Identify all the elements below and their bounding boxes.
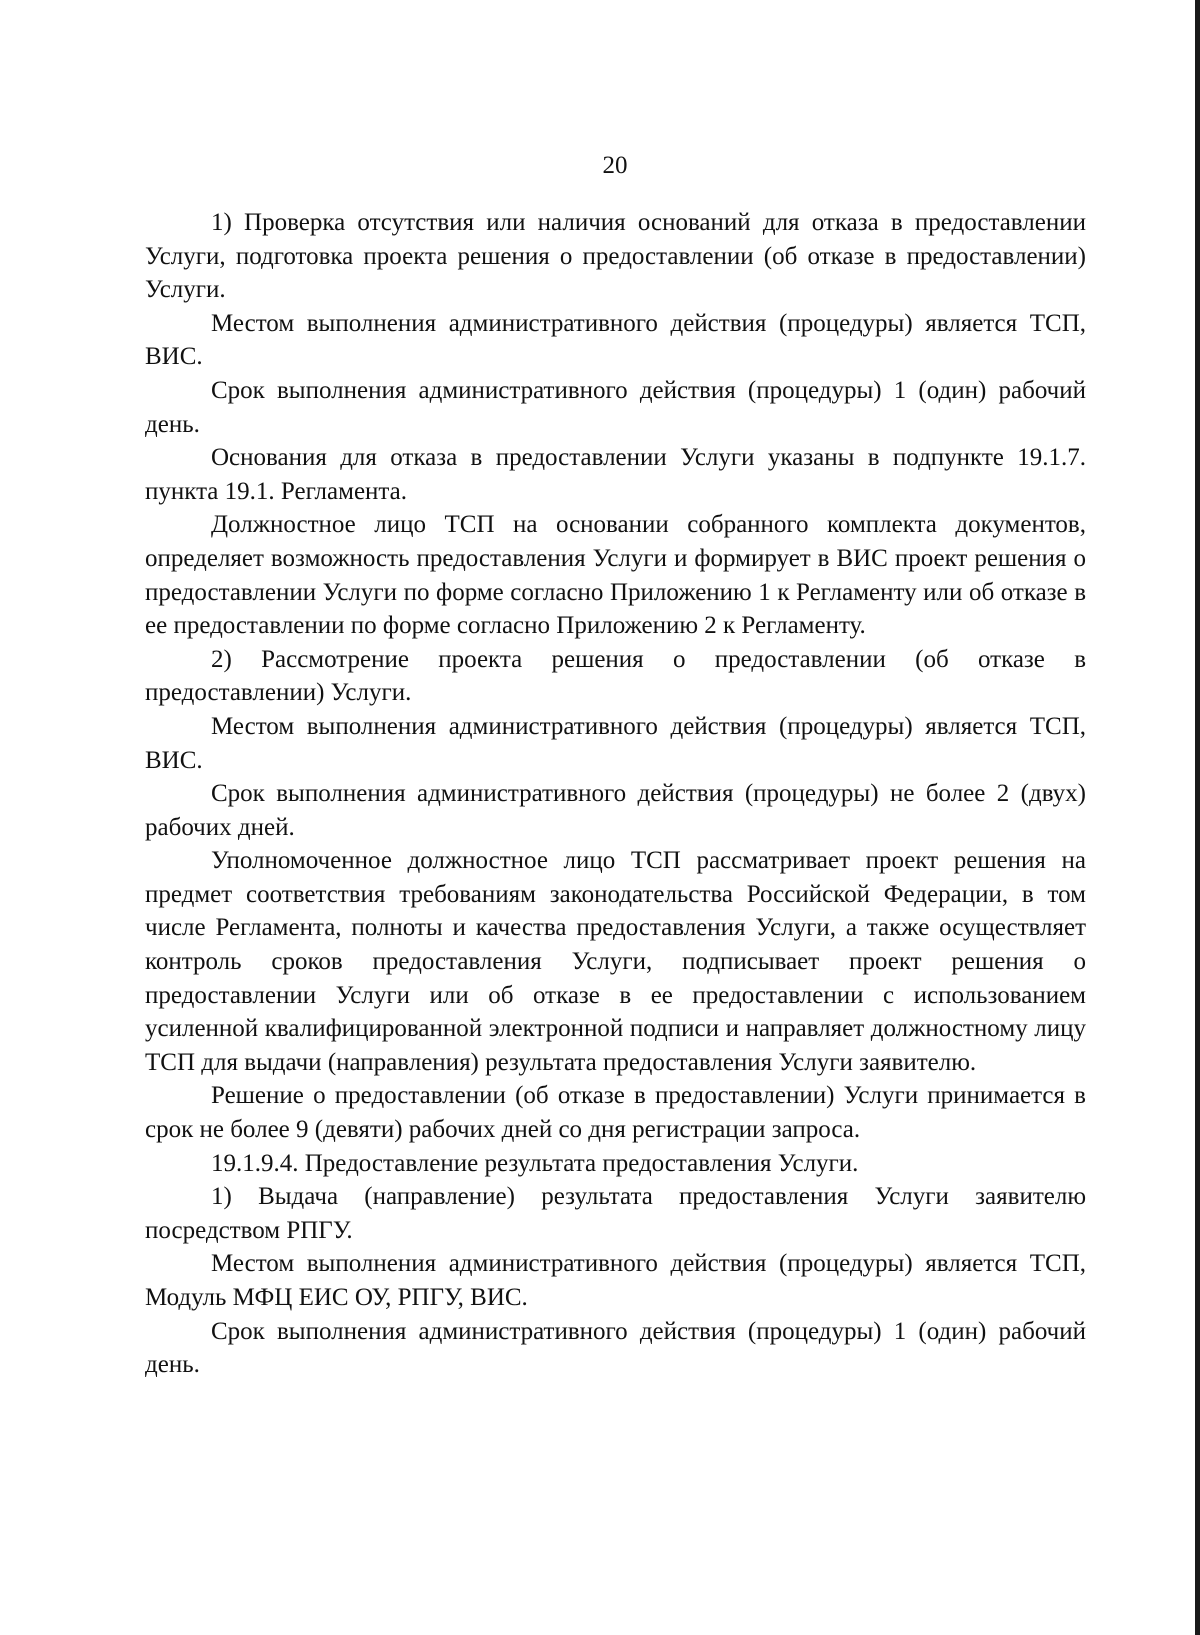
document-body (145, 206, 1086, 1382)
paragraph: Местом выполнения административного действия (процедуры) является ТСП, ВИС. (145, 712, 1086, 774)
paragraph: 1) Проверка отсутствия или наличия оснований для отказа в предоставлении Услуги, подготовка проекта решения о предоставлении (об отказе в предоставлении) Услуги. (145, 209, 1086, 304)
page-number: 20 (602, 152, 628, 179)
paragraph: Уполномоченное должностное лицо ТСП рассматривает проект решения на предмет соответствия требованиям законодательства Российской Федерации, в том числе Регламента, полноты и качества предоставления Услуги, а также осуществляет контроль сроков предоставления Услуги, подписывает проект решения о предоставлении Услуги или об отказе в ее предоставлении с использованием усиленной квалифицированной электронной подписи и направляет должностному лицу ТСП для выдачи (направления) результата предоставления Услуги заявителю. (145, 847, 1086, 1076)
page-edge (1195, 0, 1200, 1635)
paragraph: Срок выполнения административного действия (процедуры) не более 2 (двух) рабочих дней. (145, 780, 1086, 841)
paragraph: Основания для отказа в предоставлении Услуги указаны в подпункте 19.1.7. пункта 19.1. Регламента. (145, 444, 1086, 505)
paragraph: Срок выполнения административного действия (процедуры) 1 (один) рабочий день. (145, 376, 1086, 438)
paragraph: Срок выполнения административного действия (процедуры) 1 (один) рабочий день. (145, 1317, 1086, 1379)
paragraph: 2) Рассмотрение проекта решения о предоставлении (об отказе в предоставлении) Услуги. (145, 645, 1086, 707)
paragraph: 19.1.9.4. Предоставление результата предоставления Услуги. (211, 1149, 859, 1177)
paragraph: Местом выполнения административного действия (процедуры) является ТСП, ВИС. (145, 309, 1086, 371)
paragraph: Местом выполнения административного действия (процедуры) является ТСП, Модуль МФЦ ЕИС ОУ, РПГУ, ВИС. (145, 1250, 1086, 1311)
paragraph: Должностное лицо ТСП на основании собранного комплекта документов, определяет возможность предоставления Услуги и формирует в ВИС проект решения о предоставлении Услуги по форме согласно Приложению 1 к Регламенту или об отказе в ее предоставлении по форме согласно Приложению 2 к Регламенту. (145, 511, 1086, 640)
paragraph: Решение о предоставлении (об отказе в предоставлении) Услуги принимается в срок не более 9 (девяти) рабочих дней со дня регистрации запроса. (145, 1082, 1086, 1144)
paragraph: 1) Выдача (направление) результата предоставления Услуги заявителю посредством РПГУ. (145, 1183, 1086, 1244)
